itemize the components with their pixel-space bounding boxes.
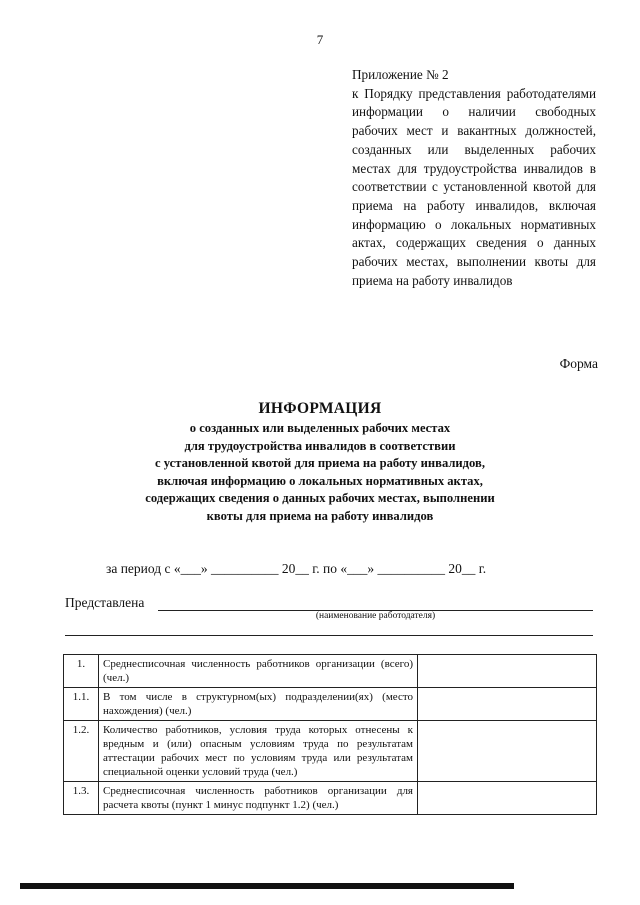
- row-value-cell[interactable]: [418, 782, 597, 815]
- appendix-block: [352, 66, 596, 290]
- row-description: В том числе в структурном(ых) подразделении(ях) (место нахождения) (чел.): [99, 688, 418, 721]
- row-value-cell[interactable]: [418, 721, 597, 782]
- row-description: Количество работников, условия труда которых отнесены к вредным и (или) опасным условиям труда по результатам аттестации рабочих мест по условиям труда или результатам специальной оценки условий труда (чел.): [99, 721, 418, 782]
- subtitle-line: содержащих сведения о данных рабочих местах, выполнении: [145, 491, 495, 505]
- document-subtitle: [0, 420, 640, 525]
- subtitle-line: о созданных или выделенных рабочих местах: [189, 421, 451, 435]
- employer-name-continuation-field[interactable]: [65, 635, 593, 636]
- presented-label: Представлена: [65, 595, 145, 610]
- form-label: Форма: [559, 356, 598, 371]
- row-value-cell[interactable]: [418, 655, 597, 688]
- subtitle-line: включая информацию о локальных нормативных актах,: [157, 473, 483, 488]
- scan-footer-bar: [20, 883, 514, 889]
- table-row: [64, 655, 597, 688]
- appendix-text: к Порядку представления работодателями информации о наличии свободных рабочих мест и вакантных должностей, созданных или выделенных рабочих местах для трудоустройства инвалидов в соответствии с установленной квотой для приема на работу инвалидов, включая информацию о локальных нормативных актах, содержащих сведения о данных рабочих местах, выполнении квоты для приема на работу инвалидов: [352, 85, 596, 288]
- table-row: [64, 721, 597, 782]
- period-line: за период с «___» __________ 20__ г. по «___» __________ 20__ г.: [106, 561, 487, 576]
- table-row: [64, 688, 597, 721]
- row-description: Среднесписочная численность работников организации (всего) (чел.): [99, 655, 418, 688]
- row-number: 1.3.: [64, 782, 99, 815]
- row-number: 1.: [64, 655, 99, 688]
- page-number: 7: [316, 32, 324, 47]
- subtitle-line: для трудоустройства инвалидов в соответствии: [184, 438, 456, 453]
- table-row: [64, 782, 597, 815]
- information-table: [63, 654, 597, 815]
- row-description: Среднесписочная численность работников организации для расчета квоты (пункт 1 минус подпункт 1.2) (чел.): [99, 782, 418, 815]
- subtitle-line: квоты для приема на работу инвалидов: [206, 508, 434, 523]
- row-number: 1.1.: [64, 688, 99, 721]
- row-value-cell[interactable]: [418, 688, 597, 721]
- subtitle-line: с установленной квотой для приема на работу инвалидов,: [155, 456, 485, 470]
- employer-name-caption: (наименование работодателя): [315, 611, 436, 621]
- document-title: ИНФОРМАЦИЯ: [258, 400, 382, 417]
- row-number: 1.2.: [64, 721, 99, 782]
- appendix-title: Приложение № 2: [352, 67, 449, 82]
